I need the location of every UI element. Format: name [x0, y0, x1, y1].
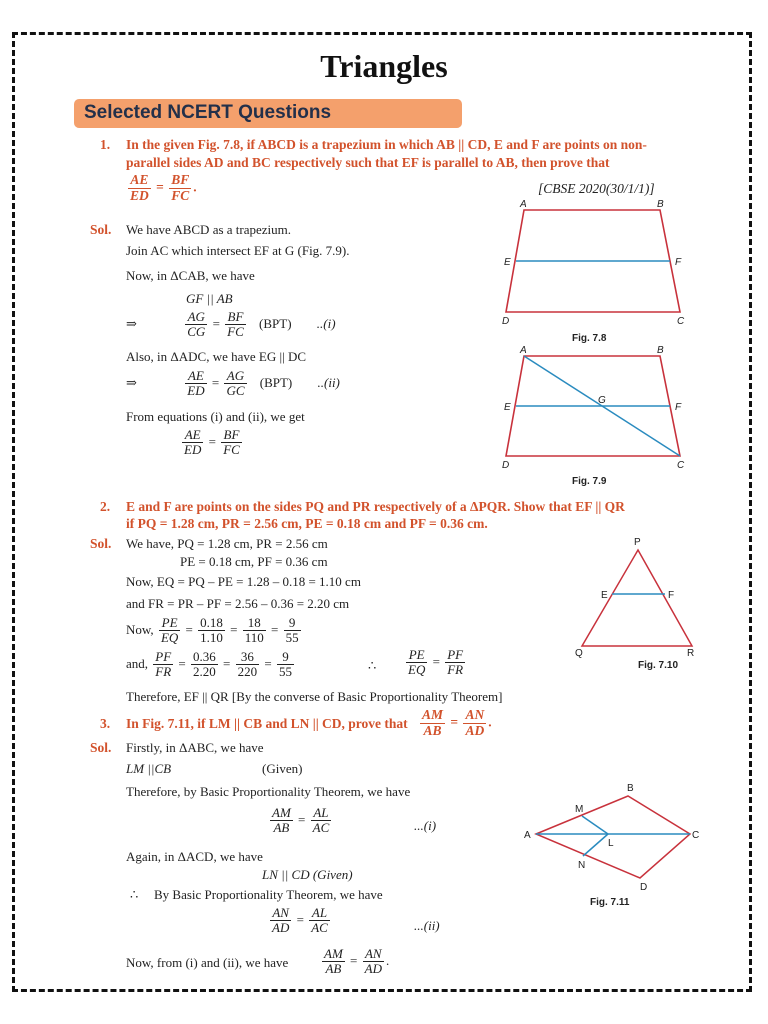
q2-number: 2. [100, 499, 111, 514]
figure-7-9 [498, 344, 694, 490]
sol1-line5: Also, in ΔADC, we have EG || DC [126, 349, 307, 364]
sol3-final-eq: $\frac{AM}{AB}$ = $\frac{AN}{AD}$ . [324, 946, 390, 977]
sol3-line6a: ∴ [130, 887, 139, 902]
fig711-label-n: N [578, 860, 586, 871]
sol3-line2b: (Given) [262, 761, 303, 776]
sol3-line5: LN || CD (Given) [262, 867, 353, 882]
section-banner [74, 99, 462, 128]
q1-line1: In the given Fig. 7.8, if ABCD is a trapezium in which AB || CD, E and F are points on non- [126, 137, 647, 152]
sol3-line6b: By Basic Proportionality Theorem, we have [154, 887, 383, 902]
sol1-label: Sol. [90, 222, 112, 237]
sol2-label: Sol. [90, 536, 112, 551]
q1-number: 1. [100, 137, 111, 152]
figure-7-11 [520, 778, 700, 908]
sol2-now-eq: Now, $\frac{PE}{EQ}$ = $\frac{0.18}{1.10}$ = $\frac{18}{110}$ = $\frac{9}{55}$ [126, 615, 299, 646]
fig78-label-c: C [677, 316, 685, 327]
fig711-label-c: C [692, 830, 700, 841]
sol3-label: Sol. [90, 740, 112, 755]
section-banner-label: Selected NCERT Questions [84, 102, 332, 123]
fig78-label-d: D [502, 316, 510, 327]
fig711-label-m: M [575, 804, 584, 815]
page-title: Triangles [320, 48, 448, 84]
fig711-quadrilateral [536, 796, 690, 878]
sol3-line7: Now, from (i) and (ii), we have [126, 955, 289, 970]
fig711-label-a: A [524, 830, 531, 841]
sol2-conclusion: Therefore, EF || QR [By the converse of Basic Proportionality Theorem] [126, 689, 503, 704]
fig79-caption: Fig. 7.9 [572, 476, 607, 487]
q1-line2: parallel sides AD and BC respectively such that EF is parallel to AB, then prove that [126, 155, 610, 170]
sol3-eq1-tag: ...(i) [414, 818, 437, 833]
fig711-line-lm [582, 816, 608, 834]
q3-fraction: $\frac{AM}{AB}$ = $\frac{AN}{AD}$ . [422, 707, 492, 738]
sol1-line4: GF || AB [186, 291, 233, 306]
fig79-label-b: B [657, 345, 664, 356]
fig79-label-e: E [504, 402, 511, 413]
sol3-eq1: $\frac{AM}{AB}$ = $\frac{AL}{AC}$ [272, 805, 330, 836]
fig79-label-g: G [598, 395, 606, 406]
sol2-ratio-equal: $\frac{PE}{EQ}$ = $\frac{PF}{FR}$ [408, 647, 464, 678]
sol1-result: $\frac{AE}{ED}$ = $\frac{BF}{FC}$ [184, 427, 240, 458]
fig711-label-l: L [608, 838, 614, 849]
sol1-line6: From equations (i) and (ii), we get [126, 409, 305, 424]
fig78-label-e: E [504, 257, 511, 268]
fig78-label-a: A [520, 199, 527, 210]
sol2-line4: and FR = PR – PF = 2.56 – 0.36 = 2.20 cm [126, 596, 350, 611]
sol1-eq2: ⇒ $\frac{AE}{ED}$ = $\frac{AG}{GC}$ (BPT) ..(ii) [126, 368, 340, 399]
q3-number: 3. [100, 716, 111, 731]
sol3-line4: Again, in ΔACD, we have [126, 849, 263, 864]
fig710-label-e: E [601, 590, 608, 601]
fig78-label-f: F [675, 257, 682, 268]
sol3-eq2: $\frac{AN}{AD}$ = $\frac{AL}{AC}$ [272, 905, 328, 936]
figure-7-8 [498, 198, 694, 358]
fig78-caption: Fig. 7.8 [572, 333, 607, 344]
figure-7-10 [570, 534, 700, 670]
sol3-eq2-tag: ...(ii) [414, 918, 440, 933]
fig710-label-r: R [687, 648, 695, 659]
q2-line2: if PQ = 1.28 cm, PR = 2.56 cm, PE = 0.18 cm and PF = 0.36 cm. [126, 516, 488, 531]
fig79-label-c: C [677, 460, 685, 471]
fig710-label-p: P [634, 537, 641, 548]
sol2-line2: PE = 0.18 cm, PF = 0.36 cm [180, 554, 328, 569]
fig79-label-f: F [675, 402, 682, 413]
fig710-triangle [582, 550, 692, 646]
sol1-line2: Join AC which intersect EF at G (Fig. 7.9). [126, 243, 350, 258]
sol3-line3: Therefore, by Basic Proportionality Theorem, we have [126, 784, 411, 799]
fig710-caption: Fig. 7.10 [638, 660, 679, 670]
fig711-line-ln [583, 834, 608, 856]
sol2-line1: We have, PQ = 1.28 cm, PR = 2.56 cm [126, 536, 328, 551]
fig711-label-b: B [627, 783, 634, 794]
q2-line1: E and F are points on the sides PQ and PR respectively of a ΔPQR. Show that EF || QR [126, 499, 625, 514]
sol1-line3: Now, in ΔCAB, we have [126, 268, 255, 283]
fig711-caption: Fig. 7.11 [590, 897, 630, 908]
sol3-line2a: LM ||CB [126, 761, 172, 776]
sol2-line3: Now, EQ = PQ – PE = 1.28 – 0.18 = 1.10 cm [126, 574, 361, 589]
q3-line1: In Fig. 7.11, if LM || CB and LN || CD, prove that [126, 716, 408, 731]
sol1-line1: We have ABCD as a trapezium. [126, 222, 292, 237]
fig710-label-q: Q [575, 648, 583, 659]
q1-reference: [CBSE 2020(30/1/1)] [538, 181, 655, 196]
sol3-line1: Firstly, in ΔABC, we have [126, 740, 264, 755]
sol2-therefore-symbol: ∴ [368, 658, 377, 673]
sol1-eq1: ⇒ $\frac{AG}{CG}$ = $\frac{BF}{FC}$ (BPT) ..(i) [126, 309, 336, 340]
fig79-label-d: D [502, 460, 510, 471]
fig78-label-b: B [657, 199, 664, 210]
sol2-and-eq: and, $\frac{PF}{FR}$ = $\frac{0.36}{2.20}$ = $\frac{36}{220}$ = $\frac{9}{55}$ [126, 649, 292, 680]
fig79-label-a: A [520, 345, 527, 356]
fig711-label-d: D [640, 882, 648, 893]
q1-fraction: $\frac{AE}{ED}$ = $\frac{BF}{FC}$ . [130, 172, 197, 203]
fig710-label-f: F [668, 590, 675, 601]
